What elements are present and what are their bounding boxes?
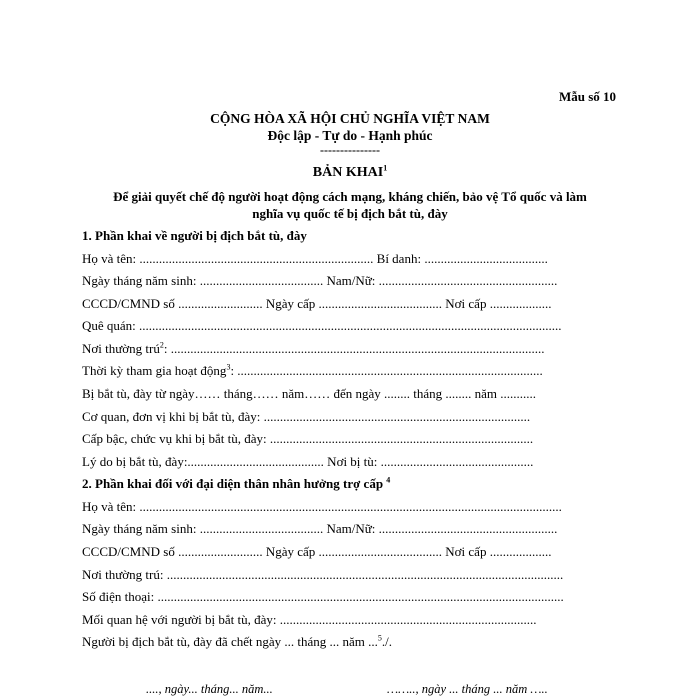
footnote-2: 2 <box>159 340 164 350</box>
country-name: CỘNG HÒA XÃ HỘI CHỦ NGHĨA VIỆT NAM <box>210 111 490 126</box>
subtitle-line-2: nghĩa vụ quốc tế bị địch bắt tù, đày <box>252 206 448 221</box>
section-1-heading: 1. Phần khai về người bị địch bắt tù, đày <box>82 228 307 243</box>
footnote-5: 5 <box>377 633 382 643</box>
header-rule: --------------- <box>320 143 380 157</box>
s2-residence-field[interactable]: Nơi thường trú: .......................................................................................................................... <box>82 567 564 582</box>
s1-period-label: Thời kỳ tham gia hoạt động <box>82 363 227 378</box>
s1-detained-field[interactable]: Bị bắt tù, đày từ ngày…… tháng…… năm…… đến ngày ........ tháng ........ năm ........... <box>82 386 537 401</box>
signature-date-left[interactable]: ...., ngày... tháng... năm... <box>146 682 273 696</box>
s1-residence-dots: : ................................................................................................................... <box>163 341 545 356</box>
footnote-3: 3 <box>226 362 231 372</box>
s2-death-end: ./. <box>381 634 393 649</box>
s2-phone-field[interactable]: Số điện thoại: ............................................................................................................................. <box>82 589 564 604</box>
motto: Độc lập - Tự do - Hạnh phúc <box>267 128 433 143</box>
s2-relation-field[interactable]: Mối quan hệ với người bị bắt tù, đày: ............................................................................... <box>82 612 537 627</box>
title-text: BẢN KHAI <box>312 165 384 180</box>
section-2-heading-text: 2. Phần khai đối với đại diện thân nhân hưởng trợ cấp <box>82 476 384 491</box>
s2-dob-field[interactable]: Ngày tháng năm sinh: ...................................... Nam/Nữ: ....................................................... <box>82 521 558 536</box>
s1-period-field[interactable] <box>82 363 543 379</box>
s1-residence-field[interactable] <box>82 341 544 357</box>
s2-death-field[interactable] <box>82 634 392 650</box>
s1-hometown-field[interactable]: Quê quán: .................................................................................................................................. <box>82 318 562 333</box>
section-2-heading <box>82 476 390 492</box>
form-number: Mẫu số 10 <box>559 89 617 104</box>
subtitle-line-1: Để giải quyết chế độ người hoạt động cách mạng, kháng chiến, bảo vệ Tổ quốc và làm <box>113 189 587 204</box>
signature-date-right[interactable]: …….., ngày ... tháng ... năm ….. <box>387 682 548 696</box>
s1-name-field[interactable]: Họ và tên: ........................................................................ Bí danh: ...................................... <box>82 251 548 266</box>
s1-dob-field[interactable]: Ngày tháng năm sinh: ...................................... Nam/Nữ: ....................................................... <box>82 273 558 288</box>
s1-id-field[interactable]: CCCD/CMND số .......................... Ngày cấp ...................................... Nơi cấp ................... <box>82 296 552 311</box>
s1-rank-field[interactable]: Cấp bậc, chức vụ khi bị bắt tù, đày: ................................................................................. <box>82 431 534 446</box>
footnote-4: 4 <box>386 475 391 485</box>
s1-residence-label: Nơi thường trú <box>82 341 160 356</box>
s2-death-label: Người bị địch bắt tù, đày đã chết ngày ... tháng ... năm ... <box>82 634 378 649</box>
s2-id-field[interactable]: CCCD/CMND số .......................... Ngày cấp ...................................... Nơi cấp ................... <box>82 544 552 559</box>
s1-agency-field[interactable]: Cơ quan, đơn vị khi bị bắt tù, đày: .................................................................................. <box>82 409 531 424</box>
document-title <box>0 165 700 181</box>
s2-name-field[interactable]: Họ và tên: .................................................................................................................................. <box>82 499 562 514</box>
s1-reason-field[interactable]: Lý do bị bắt tù, đày:.......................................... Nơi bị tù: ............................................... <box>82 454 534 469</box>
s1-period-dots: : .............................................................................................. <box>230 363 543 378</box>
title-footnote: 1 <box>383 163 388 173</box>
